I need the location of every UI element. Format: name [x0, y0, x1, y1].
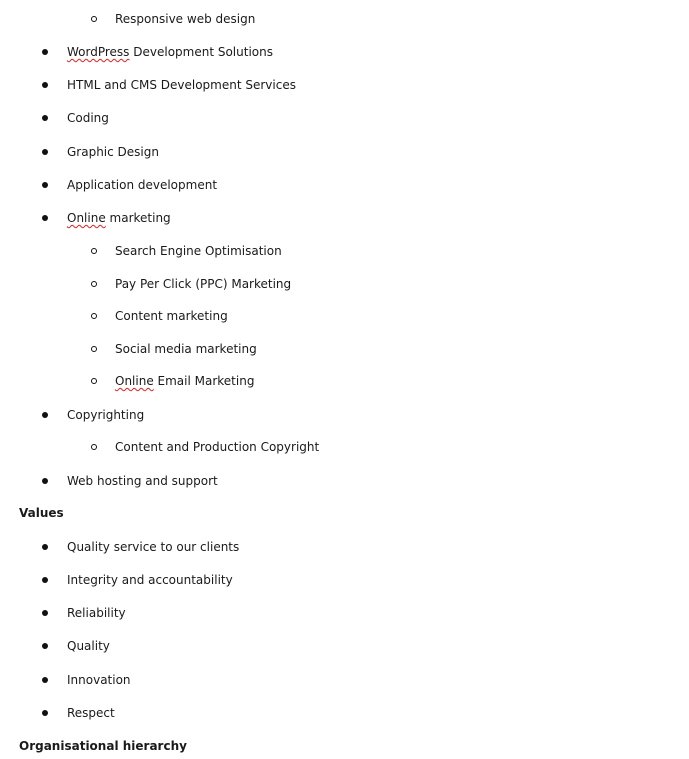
bullet-icon	[42, 82, 48, 88]
hierarchy-heading: Organisational hierarchy	[19, 739, 187, 753]
list-item-text: Application development	[67, 178, 218, 192]
list-item-text: Respect	[67, 706, 115, 720]
bullet-icon	[42, 643, 48, 649]
list-item-text: Responsive web design	[115, 12, 256, 26]
list-item-text: Search Engine Optimisation	[115, 244, 282, 258]
circle-bullet-icon	[91, 444, 97, 450]
spellcheck-word[interactable]: Online	[67, 211, 106, 225]
circle-bullet-icon	[91, 281, 97, 287]
list-item-text-rest: Development Solutions	[129, 45, 273, 59]
bullet-icon	[42, 149, 48, 155]
list-item-text: Content marketing	[115, 309, 228, 323]
bullet-icon	[42, 182, 48, 188]
list-item-text: Web hosting and support	[67, 474, 218, 488]
bullet-icon	[42, 577, 48, 583]
list-item-text: Integrity and accountability	[67, 573, 233, 587]
spellcheck-word[interactable]: Online	[115, 374, 154, 388]
bullet-icon	[42, 215, 48, 221]
bullet-icon	[42, 610, 48, 616]
list-item-text: Quality service to our clients	[67, 540, 240, 554]
list-item-text-rest: marketing	[105, 211, 171, 225]
list-item-text: Copyrighting	[67, 408, 145, 422]
list-item-text: Quality	[67, 639, 110, 653]
circle-bullet-icon	[91, 378, 97, 384]
values-heading: Values	[19, 506, 64, 520]
bullet-icon	[42, 677, 48, 683]
list-item-text: Pay Per Click (PPC) Marketing	[115, 277, 292, 291]
circle-bullet-icon	[91, 16, 97, 22]
list-item-text: Content and Production Copyright	[115, 440, 320, 454]
header-brand-fragment	[333, 0, 408, 1]
list-item-text	[115, 373, 254, 389]
list-item-text: Innovation	[67, 673, 131, 687]
list-item-text: HTML and CMS Development Services	[67, 78, 296, 92]
bullet-icon	[42, 544, 48, 550]
bullet-icon	[42, 115, 48, 121]
list-item-text: Coding	[67, 111, 109, 125]
list-item-text-rest: Email Marketing	[153, 374, 255, 388]
bullet-icon	[42, 49, 48, 55]
circle-bullet-icon	[91, 313, 97, 319]
list-item-text: Reliability	[67, 606, 126, 620]
circle-bullet-icon	[91, 248, 97, 254]
list-item-text: Social media marketing	[115, 342, 257, 356]
bullet-icon	[42, 478, 48, 484]
bullet-icon	[42, 710, 48, 716]
circle-bullet-icon	[91, 346, 97, 352]
spellcheck-word[interactable]: WordPress	[67, 45, 130, 59]
list-item-text	[67, 210, 171, 226]
list-item-text: Graphic Design	[67, 145, 159, 159]
bullet-icon	[42, 412, 48, 418]
list-item-text	[67, 44, 273, 60]
